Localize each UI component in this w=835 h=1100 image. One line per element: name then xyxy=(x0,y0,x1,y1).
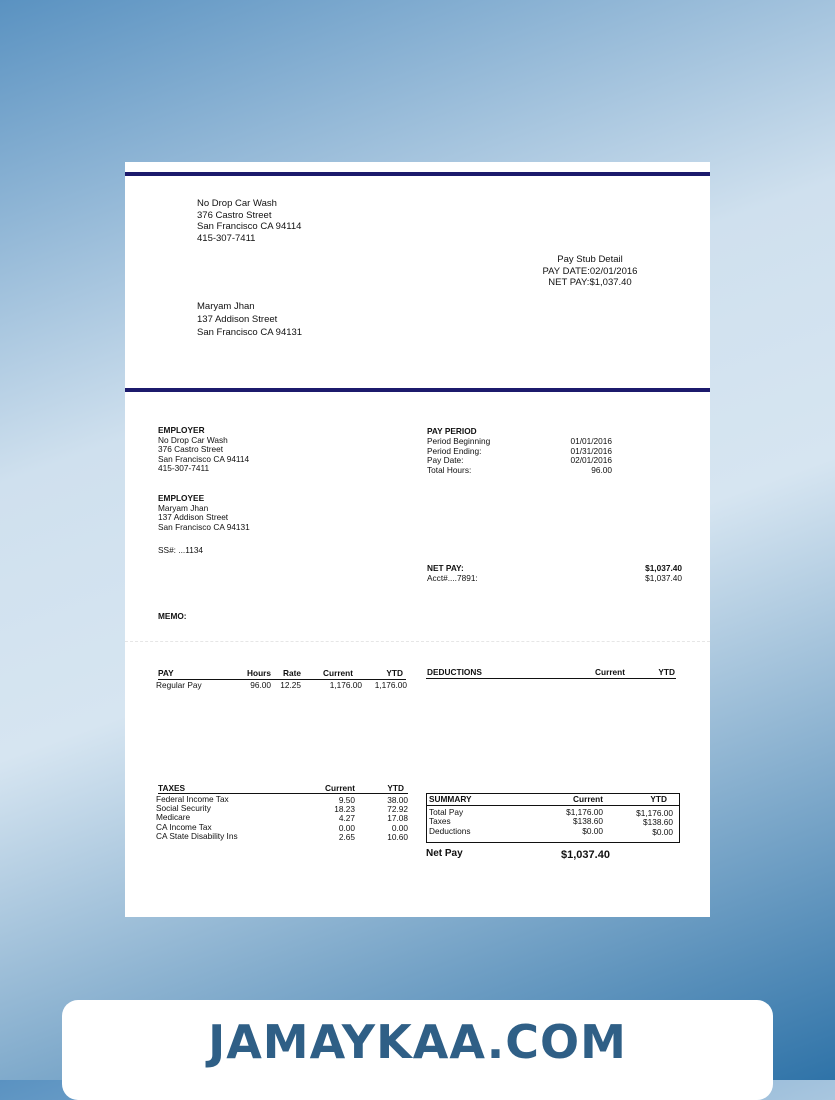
rate-header: Rate xyxy=(283,668,301,678)
employer-label: EMPLOYER xyxy=(158,425,205,435)
pay-row-label: Regular Pay xyxy=(156,680,202,690)
period-ending-value: 01/31/2016 xyxy=(570,445,612,456)
taxes-names xyxy=(156,795,238,841)
summary-ytd-values xyxy=(613,809,673,837)
employer-city: San Francisco CA 94114 xyxy=(158,453,250,464)
taxes-ytd-values xyxy=(365,796,408,842)
tax-name-medicare: Medicare xyxy=(156,812,191,823)
summary-total-pay-label: Total Pay xyxy=(429,807,464,817)
watermark-banner xyxy=(62,1000,773,1100)
acct-label: Acct#....7891: xyxy=(427,573,478,583)
summary-current-header: Current xyxy=(573,794,603,804)
summary-deductions-ytd: $0.00 xyxy=(652,826,673,837)
header-company-name: No Drop Car Wash xyxy=(197,198,277,209)
total-hours-value: 96.00 xyxy=(591,464,612,475)
tax-ytd-social-security: 72.92 xyxy=(387,804,408,815)
tax-current-ca-sdi: 2.65 xyxy=(338,831,355,842)
pay-period-values xyxy=(545,437,612,475)
stub-title-block xyxy=(540,254,640,289)
header-company-phone: 415-307-7411 xyxy=(197,232,256,244)
tax-ytd-federal: 38.00 xyxy=(387,795,408,805)
pay-row-ytd: 1,176.00 xyxy=(374,680,407,690)
banner-text: JAMAYKAA.COM xyxy=(208,1015,627,1069)
pay-period-labels xyxy=(427,437,490,475)
employer-street: 376 Castro Street xyxy=(158,444,224,455)
tax-current-social-security: 18.23 xyxy=(334,804,355,815)
tax-name-federal: Federal Income Tax xyxy=(156,794,229,804)
taxes-current-values xyxy=(307,796,355,842)
net-pay-value: $1,037.40 xyxy=(645,563,682,573)
pay-period-label: PAY PERIOD xyxy=(427,426,477,436)
taxes-header: TAXES xyxy=(158,783,186,793)
summary-total-pay-current: $1,176.00 xyxy=(566,807,603,817)
final-net-pay-value: $1,037.40 xyxy=(561,849,610,861)
employee-block xyxy=(158,494,250,532)
employee-street: 137 Addison Street xyxy=(158,512,229,523)
summary-deductions-label: Deductions xyxy=(429,825,471,836)
deductions-current-header: Current xyxy=(595,667,625,677)
period-beginning-label: Period Beginning xyxy=(427,436,491,446)
header-company-street: 376 Castro Street xyxy=(197,209,272,221)
deductions-ytd-header: YTD xyxy=(658,667,675,677)
ytd-header: YTD xyxy=(386,668,403,678)
pay-header: PAY xyxy=(158,668,174,678)
tax-current-medicare: 4.27 xyxy=(338,813,355,824)
summary-names xyxy=(429,808,471,836)
taxes-ytd-header: YTD xyxy=(387,783,404,793)
final-net-pay-label: Net Pay xyxy=(426,848,463,859)
tax-ytd-medicare: 17.08 xyxy=(387,813,408,824)
net-pay-label: NET PAY: xyxy=(427,563,464,573)
period-ending-label: Period Ending: xyxy=(427,445,482,456)
recipient-city: San Francisco CA 94131 xyxy=(197,327,303,338)
current-header: Current xyxy=(323,668,353,678)
recipient-street: 137 Addison Street xyxy=(197,314,278,325)
taxes-current-header: Current xyxy=(325,783,355,793)
tax-current-federal: 9.50 xyxy=(338,795,355,805)
top-rule xyxy=(125,172,710,176)
header-company-address xyxy=(197,198,301,244)
employee-name: Maryam Jhan xyxy=(158,502,209,513)
stub-net-pay: NET PAY:$1,037.40 xyxy=(548,277,632,288)
tax-ytd-ca-sdi: 10.60 xyxy=(387,831,408,842)
tax-name-ca-income: CA Income Tax xyxy=(156,821,212,832)
recipient-name: Maryam Jhan xyxy=(197,301,255,312)
memo-label: MEMO: xyxy=(158,611,187,621)
employee-label: EMPLOYEE xyxy=(158,493,205,503)
deductions-header: DEDUCTIONS xyxy=(427,667,482,677)
total-hours-label: Total Hours: xyxy=(427,464,472,475)
stub-title: Pay Stub Detail xyxy=(557,254,623,265)
summary-ytd-header: YTD xyxy=(650,794,667,804)
tax-name-social-security: Social Security xyxy=(156,803,211,814)
period-beginning-value: 01/01/2016 xyxy=(570,436,612,446)
tax-current-ca-income: 0.00 xyxy=(338,822,355,833)
tear-line xyxy=(125,641,710,642)
employer-block xyxy=(158,426,249,474)
summary-current-values xyxy=(545,808,603,836)
pay-date-value: 02/01/2016 xyxy=(570,455,612,466)
summary-header: SUMMARY xyxy=(429,794,472,804)
employee-ssn: SS#: ...1134 xyxy=(158,545,204,555)
stub-pay-date: PAY DATE:02/01/2016 xyxy=(542,265,638,277)
middle-rule xyxy=(125,388,710,392)
summary-total-pay-ytd: $1,176.00 xyxy=(636,808,673,818)
summary-header-underline xyxy=(426,805,679,806)
pay-row-current: 1,176.00 xyxy=(329,680,362,690)
tax-ytd-ca-income: 0.00 xyxy=(391,822,408,833)
acct-value: $1,037.40 xyxy=(645,573,682,583)
recipient-address xyxy=(197,300,302,339)
header-company-city: San Francisco CA 94114 xyxy=(197,221,302,232)
summary-deductions-current: $0.00 xyxy=(582,825,603,836)
hours-header: Hours xyxy=(247,668,271,678)
employee-city: San Francisco CA 94131 xyxy=(158,521,250,532)
summary-taxes-label: Taxes xyxy=(429,816,451,827)
pay-date-label: Pay Date: xyxy=(427,455,464,466)
pay-stub-document xyxy=(125,162,710,917)
employer-name: No Drop Car Wash xyxy=(158,434,228,445)
employer-phone: 415-307-7411 xyxy=(158,463,210,474)
tax-name-ca-sdi: CA State Disability Ins xyxy=(156,830,238,841)
summary-taxes-current: $138.60 xyxy=(573,816,603,827)
pay-row-hours: 96.00 xyxy=(250,680,271,690)
summary-taxes-ytd: $138.60 xyxy=(643,817,673,828)
deductions-header-underline xyxy=(426,678,676,679)
pay-row-rate: 12.25 xyxy=(280,680,301,690)
